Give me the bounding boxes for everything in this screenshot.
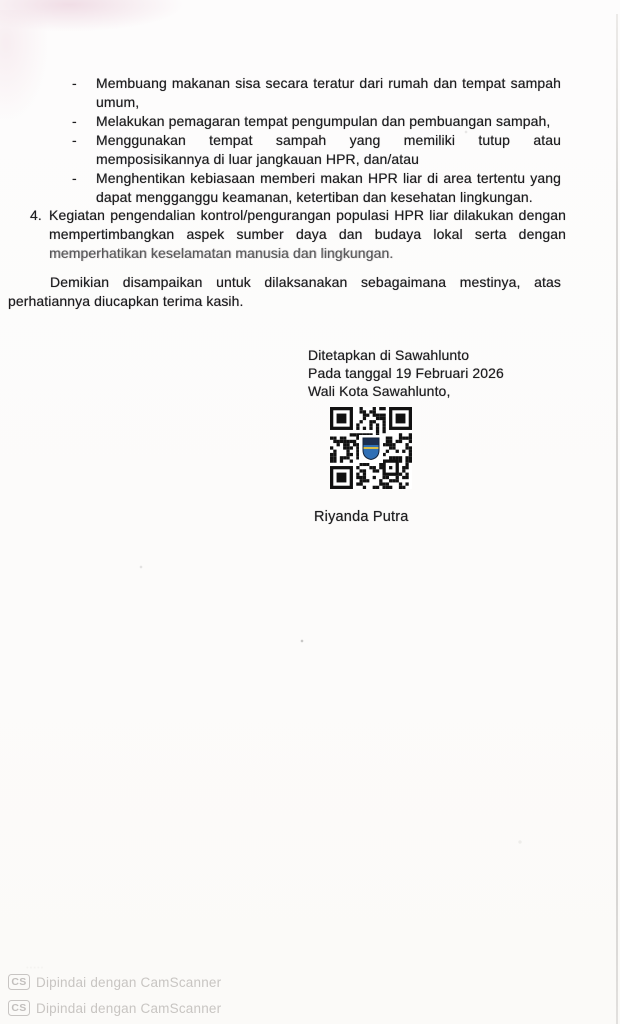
list-item-text: Membuang makanan sisa secara teratur dari rumah dan tempat sampah umum, xyxy=(96,75,561,110)
signer-title-line: Wali Kota Sawahlunto, xyxy=(308,383,451,399)
list-item-marker: - xyxy=(72,170,77,186)
enactment-place-line: Ditetapkan di Sawahlunto xyxy=(308,347,470,363)
item-text: Kegiatan pengendalian kontrol/pengurangan populasi HPR liar dilakukan dengan mempertimbangkan aspek sumber daya dan budaya lokal serta dengan memperhatikan keselamatan manusia dan lingkungan. xyxy=(49,207,566,261)
item-number: 4. xyxy=(30,207,42,223)
camscanner-badge-icon: CS xyxy=(8,1000,30,1016)
camscanner-watermark xyxy=(8,974,221,990)
list-item-marker: - xyxy=(72,132,77,148)
list-item xyxy=(72,131,561,169)
camscanner-badge-icon: CS xyxy=(8,974,30,990)
signer-name: Riyanda Putra xyxy=(314,509,409,525)
list-item xyxy=(72,74,561,112)
list-item-text: Menghentikan kebiasaan memberi makan HPR liar di area tertentu yang dapat mengganggu keamanan, ketertiban dan kesehatan lingkungan. xyxy=(96,170,561,205)
signature-block xyxy=(308,346,504,400)
list-item xyxy=(72,112,561,131)
camscanner-watermark xyxy=(8,1000,221,1016)
list-item xyxy=(72,169,561,207)
list-item-text: Menggunakan tempat sampah yang memiliki tutup atau memposisikannya di luar jangkauan HPR, dan/atau xyxy=(96,132,561,167)
watermark-text: Dipindai dengan CamScanner xyxy=(36,1000,222,1016)
list-item-marker: - xyxy=(72,113,77,129)
page-edge-line xyxy=(616,14,618,1024)
enactment-date-line: Pada tanggal 19 Februari 2026 xyxy=(308,365,504,381)
list-item-marker: - xyxy=(72,75,77,91)
ink-bleed-artifact: ····· xyxy=(26,963,45,972)
numbered-item-4 xyxy=(30,206,566,263)
qr-code-image xyxy=(330,407,412,489)
watermark-text: Dipindai dengan CamScanner xyxy=(36,974,222,990)
list-item-text: Melakukan pemagaran tempat pengumpulan dan pembuangan sampah, xyxy=(96,113,551,129)
qr-code xyxy=(330,407,412,489)
scan-smudge xyxy=(0,10,48,120)
bullet-list xyxy=(72,74,561,207)
closing-paragraph: Demikian disampaikan untuk dilaksanakan sebagaimana mestinya, atas perhatiannya diucapkan terima kasih. xyxy=(8,274,561,309)
